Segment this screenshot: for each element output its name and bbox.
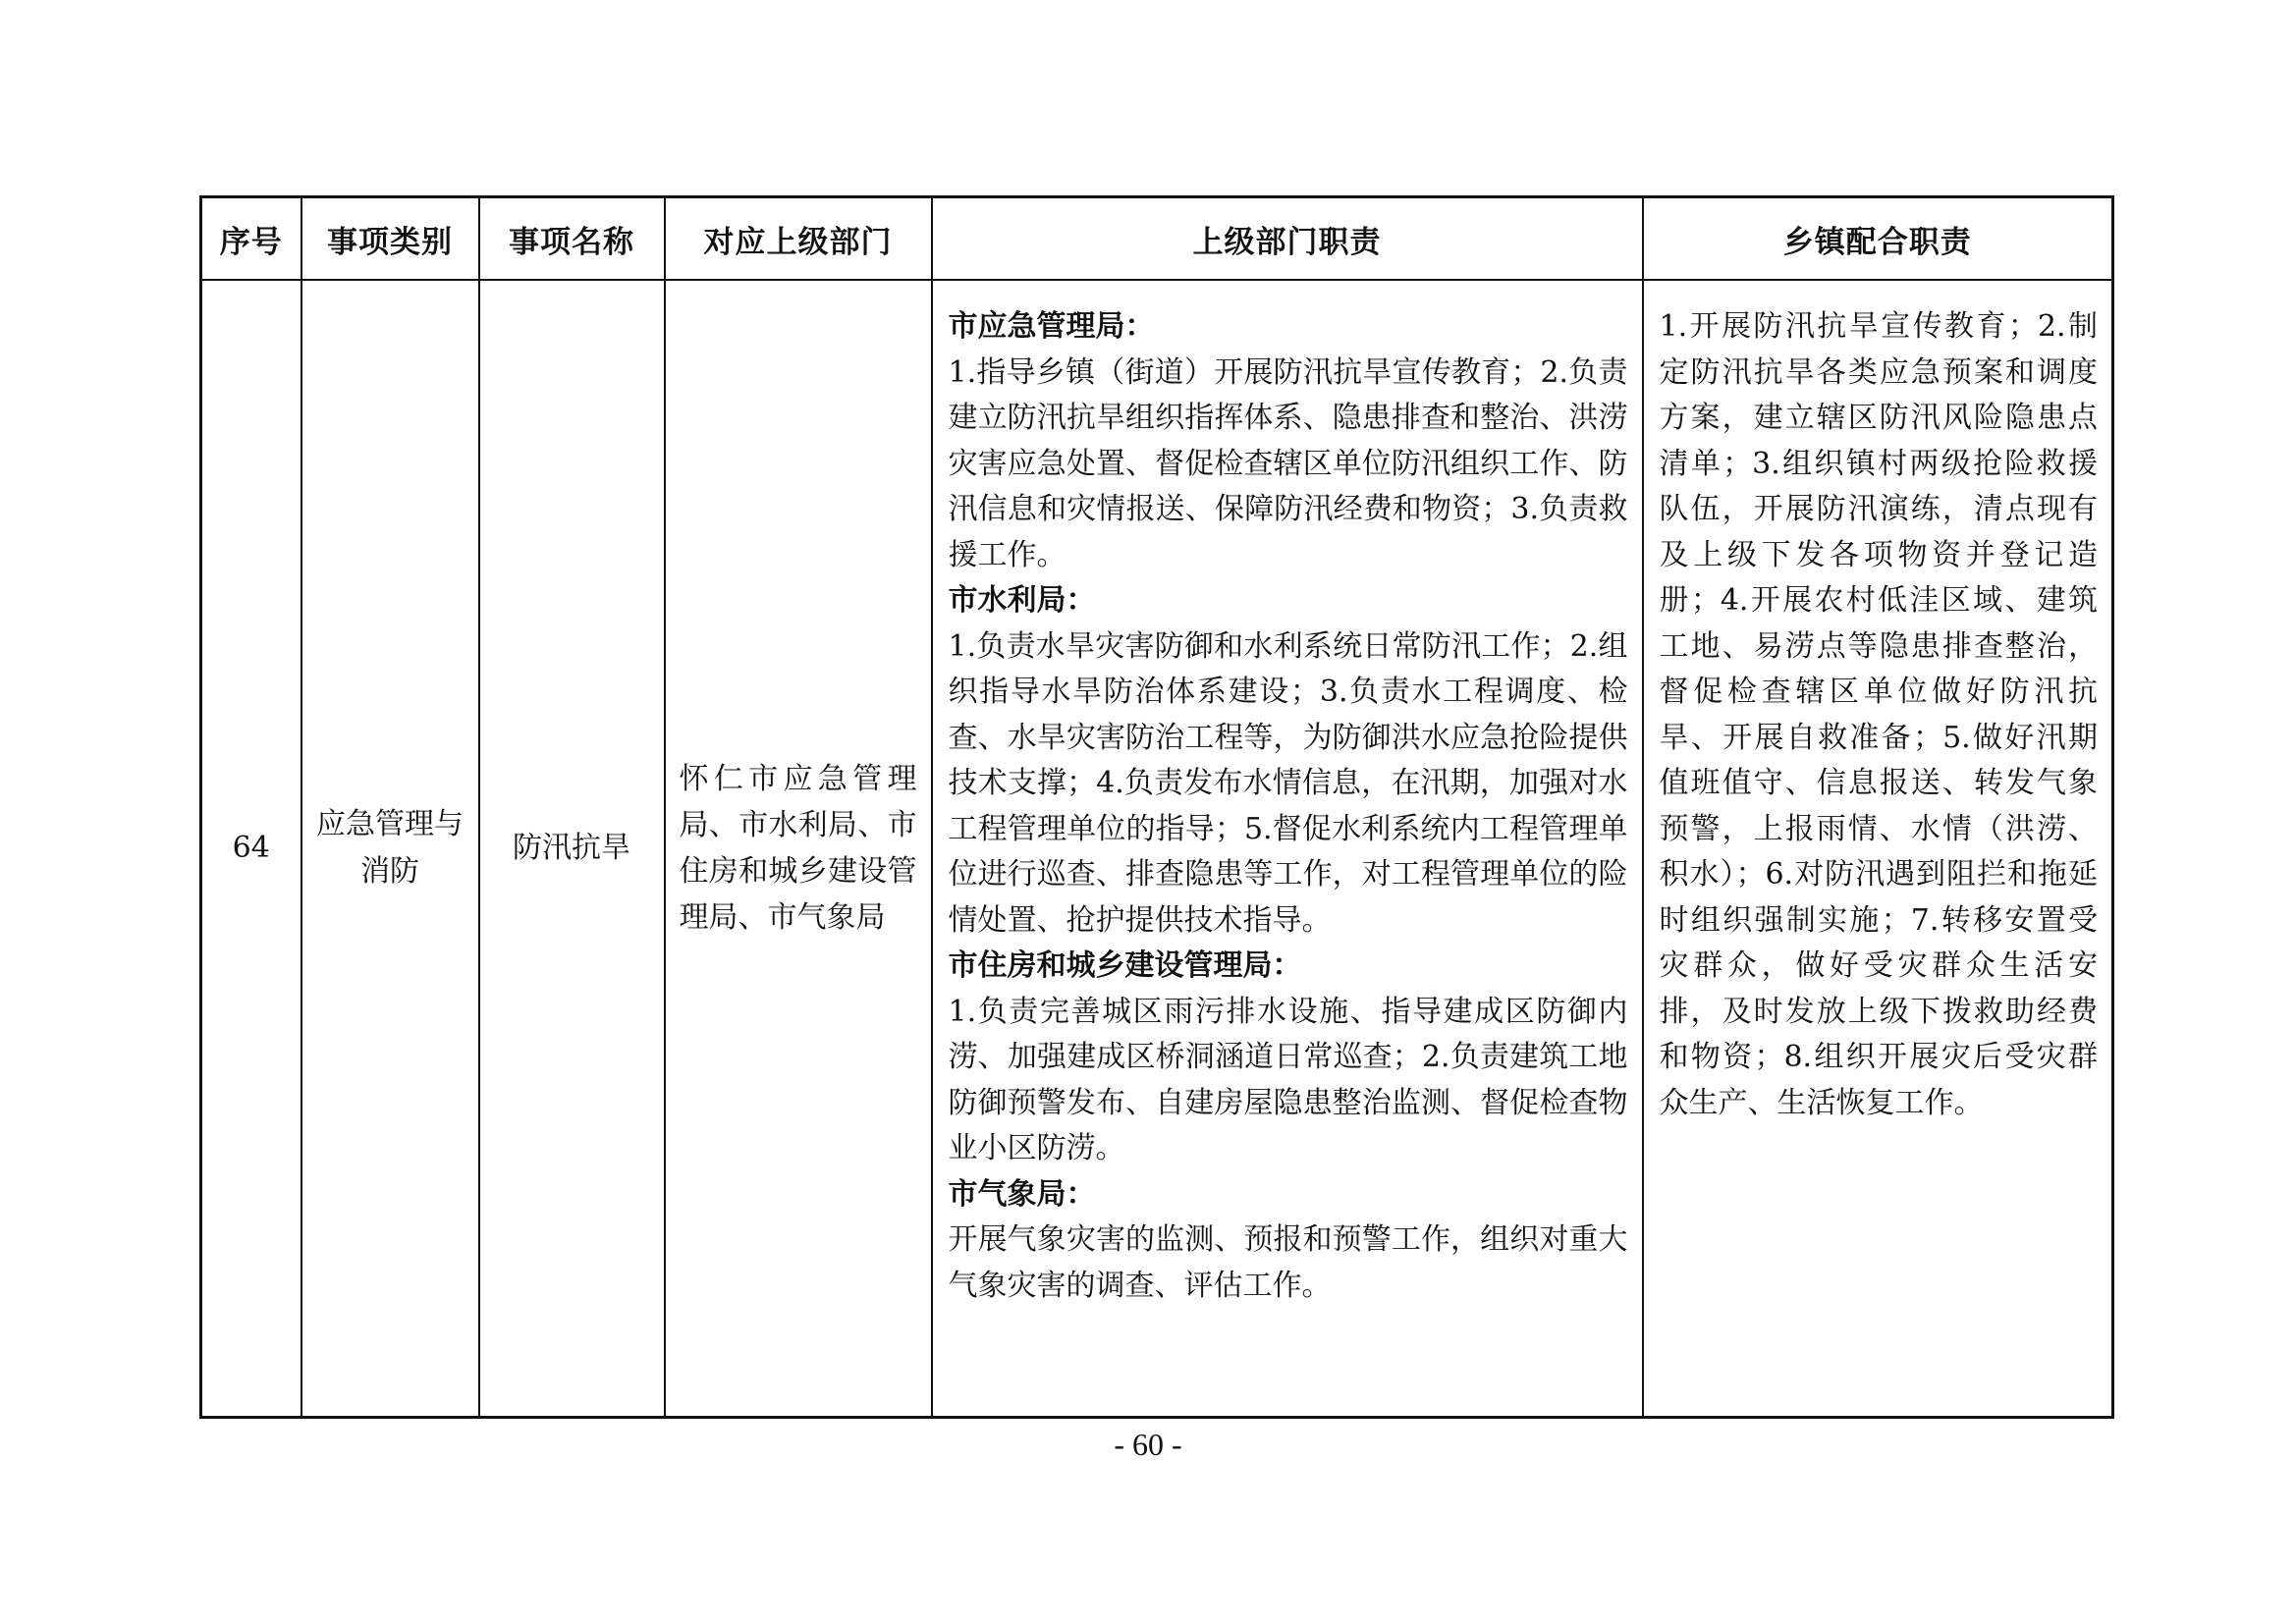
duty-block-emergency: [949, 304, 1628, 578]
dept-duty-housing: 1.负责完善城区雨污排水设施、指导建成区防御内涝、加强建成区桥洞涵道日常巡查；2.负责建筑工地防御预警发布、自建房屋隐患整治监测、督促检查物业小区防涝。: [948, 994, 1628, 1165]
cell-item-name: 防汛抗旱: [479, 280, 665, 1418]
cell-number: 64: [201, 280, 301, 1418]
header-upper-duties: 上级部门职责: [932, 197, 1643, 281]
page-number: - 60 -: [1114, 1427, 1182, 1462]
header-town-duties: 乡镇配合职责: [1643, 197, 2113, 281]
dept-duty-water: 1.负责水旱灾害防御和水利系统日常防汛工作；2.组织指导水旱防治体系建设；3.负责水工程调度、检查、水旱灾害防治工程等，为防御洪水应急抢险提供技术支撑；4.负责发布水情信息，在汛期，加强对水工程管理单位的指导；5.督促水利系统内工程管理单位进行巡查、排查隐患等工作，对工程管理单位的险情处置、抢护提供技术指导。: [948, 628, 1628, 938]
cell-upper-duties: [932, 280, 1643, 1418]
dept-duty-emergency: 1.指导乡镇（街道）开展防汛抗旱宣传教育；2.负责建立防汛抗旱组织指挥体系、隐患排查和整治、洪涝灾害应急处置、督促检查辖区单位防汛组织工作、防汛信息和灾情报送、保障防汛经费和物资；3.负责救援工作。: [948, 354, 1628, 572]
dept-duty-weather: 开展气象灾害的监测、预报和预警工作，组织对重大气象灾害的调查、评估工作。: [948, 1222, 1628, 1303]
header-number: 序号: [201, 197, 301, 281]
duty-table: [199, 195, 2114, 1419]
duty-block-water: [949, 578, 1628, 944]
header-item-name: 事项名称: [479, 197, 665, 281]
table-row: [201, 280, 2113, 1418]
dept-name-housing: 市住房和城乡建设管理局：: [948, 948, 1302, 983]
town-duty-text: 1.开展防汛抗旱宣传教育；2.制定防汛抗旱各类应急预案和调度方案，建立辖区防汛风险隐患点清单；3.组织镇村两级抢险救援队伍，开展防汛演练，清点现有及上级下发各项物资并登记造册；4.开展农村低洼区域、建筑工地、易涝点等隐患排查整治，督促检查辖区单位做好防汛抗旱、开展自救准备；5.做好汛期值班值守、信息报送、转发气象预警，上报雨情、水情（洪涝、积水）；6.对防汛遇到阻拦和拖延时组织强制实施；7.转移安置受灾群众，做好受灾群众生活安排，及时发放上级下拨救助经费和物资；8.组织开展灾后受灾群众生产、生活恢复工作。: [1659, 309, 2098, 1120]
cell-town-duties: [1643, 280, 2113, 1418]
duty-block-weather: [949, 1172, 1628, 1310]
cell-departments: 怀仁市应急管理局、市水利局、市住房和城乡建设管理局、市气象局: [665, 280, 932, 1418]
category-text: 应急管理与消防: [316, 807, 464, 889]
cell-category: [301, 280, 479, 1418]
header-departments: 对应上级部门: [665, 197, 932, 281]
header-row: [201, 197, 2113, 281]
header-category: 事项类别: [301, 197, 479, 281]
dept-name-water: 市水利局：: [948, 583, 1096, 618]
dept-name-emergency: 市应急管理局：: [948, 309, 1155, 344]
dept-name-weather: 市气象局：: [948, 1176, 1096, 1212]
duty-block-housing: [949, 944, 1628, 1172]
